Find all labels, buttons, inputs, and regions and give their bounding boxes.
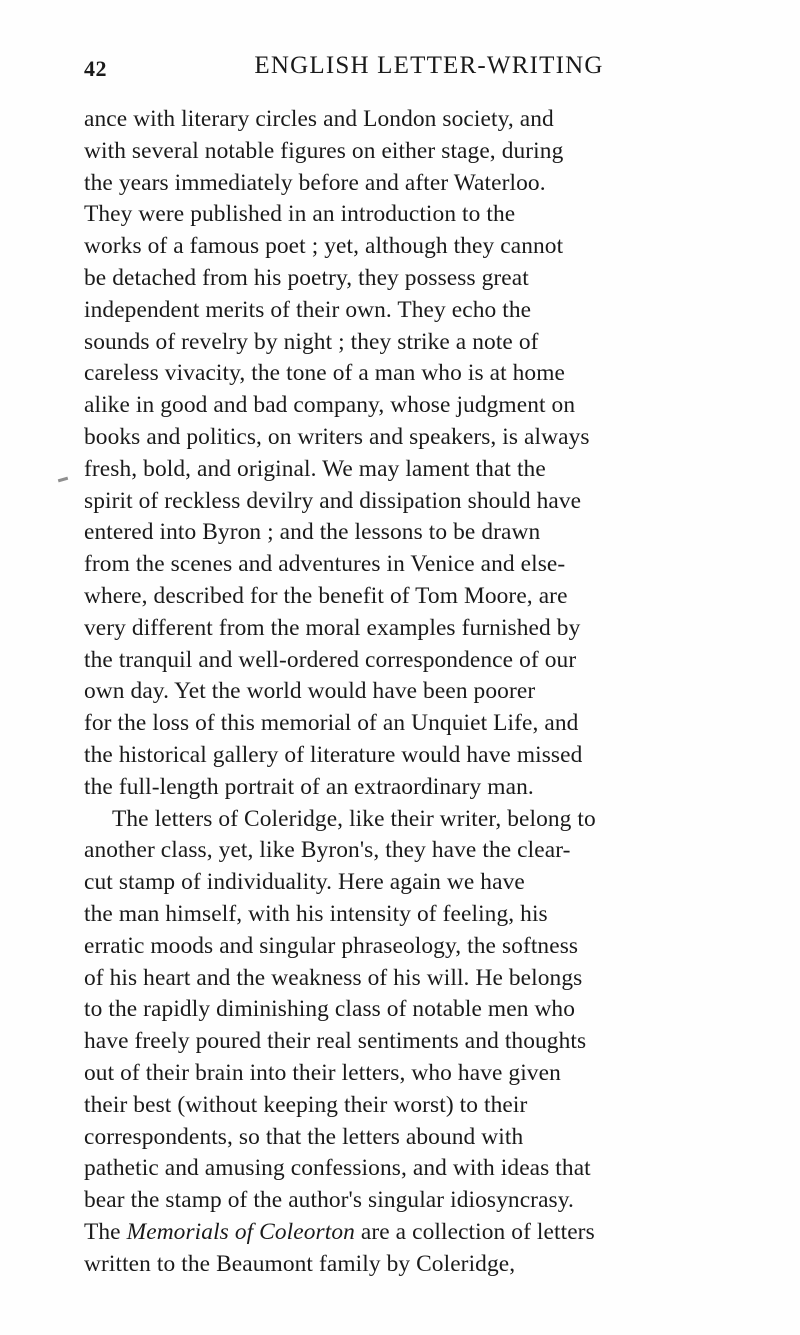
text-line: They were published in an introduction to the xyxy=(84,201,516,228)
text-line: written to the Beaumont family by Coleridge, xyxy=(84,1250,516,1277)
text-line: the tranquil and well-ordered correspondence of our xyxy=(84,646,577,673)
page-number: 42 xyxy=(84,56,107,81)
text-line: cut stamp of individuality. Here again we have xyxy=(84,869,525,896)
body-text xyxy=(84,104,742,1280)
text-line: the historical gallery of literature would have missed xyxy=(84,741,583,768)
text-line: careless vivacity, the tone of a man who is at home xyxy=(84,360,565,387)
text-line: be detached from his poetry, they possess great xyxy=(84,264,529,291)
text-line: another class, yet, like Byron's, they have the clear- xyxy=(84,837,571,864)
text-line: bear the stamp of the author's singular idiosyncrasy. xyxy=(84,1187,574,1214)
text-line: spirit of reckless devilry and dissipation should have xyxy=(84,487,582,514)
text-line: the man himself, with his intensity of feeling, his xyxy=(84,900,548,927)
text-line: to the rapidly diminishing class of notable men who xyxy=(84,996,576,1023)
text-line: where, described for the benefit of Tom Moore, are xyxy=(84,582,568,609)
stray-ink-mark xyxy=(58,477,68,483)
text-line: for the loss of this memorial of an Unquiet Life, and xyxy=(84,710,579,737)
text-line: sounds of revelry by night ; they strike a note of xyxy=(84,328,539,355)
text-line: correspondents, so that the letters abound with xyxy=(84,1123,524,1150)
text-line: erratic moods and singular phraseology, the softness xyxy=(84,932,579,959)
text-line: The letters of Coleridge, like their writer, belong to xyxy=(112,805,596,832)
text-line: alike in good and bad company, whose judgment on xyxy=(84,392,576,419)
running-title: ENGLISH LETTER-WRITING xyxy=(254,52,604,79)
paragraph-2 xyxy=(84,804,742,1281)
text-line: have freely poured their real sentiments and thoughts xyxy=(84,1028,587,1055)
text-line: independent merits of their own. They echo the xyxy=(84,296,532,323)
text-line: of his heart and the weakness of his will. He belongs xyxy=(84,964,583,991)
text-line: entered into Byron ; and the lessons to be drawn xyxy=(84,519,541,546)
text-line: fresh, bold, and original. We may lament that the xyxy=(84,455,546,482)
text-line: works of a famous poet ; yet, although they cannot xyxy=(84,233,564,260)
text-line: out of their brain into their letters, who have given xyxy=(84,1059,561,1086)
text-line: own day. Yet the world would have been poorer xyxy=(84,678,536,705)
text-line: their best (without keeping their worst) to their xyxy=(84,1091,528,1118)
text-line: books and politics, on writers and speakers, is always xyxy=(84,423,590,450)
text-line: pathetic and amusing confessions, and with ideas that xyxy=(84,1155,591,1182)
page-header xyxy=(84,52,744,86)
text-line: the full-length portrait of an extraordinary man. xyxy=(84,773,534,800)
text-line: very different from the moral examples furnished by xyxy=(84,614,581,641)
paragraph-1 xyxy=(84,104,742,804)
book-title: Memorials of Coleorton xyxy=(126,1218,355,1245)
text-line-with-title: The Memorials of Coleorton are a collection of letters xyxy=(84,1218,595,1245)
text-line: ance with literary circles and London society, and xyxy=(84,106,554,132)
text-line: the years immediately before and after Waterloo. xyxy=(84,169,546,196)
text-line: from the scenes and adventures in Venice and else- xyxy=(84,551,566,578)
text-line: with several notable figures on either stage, during xyxy=(84,137,564,164)
